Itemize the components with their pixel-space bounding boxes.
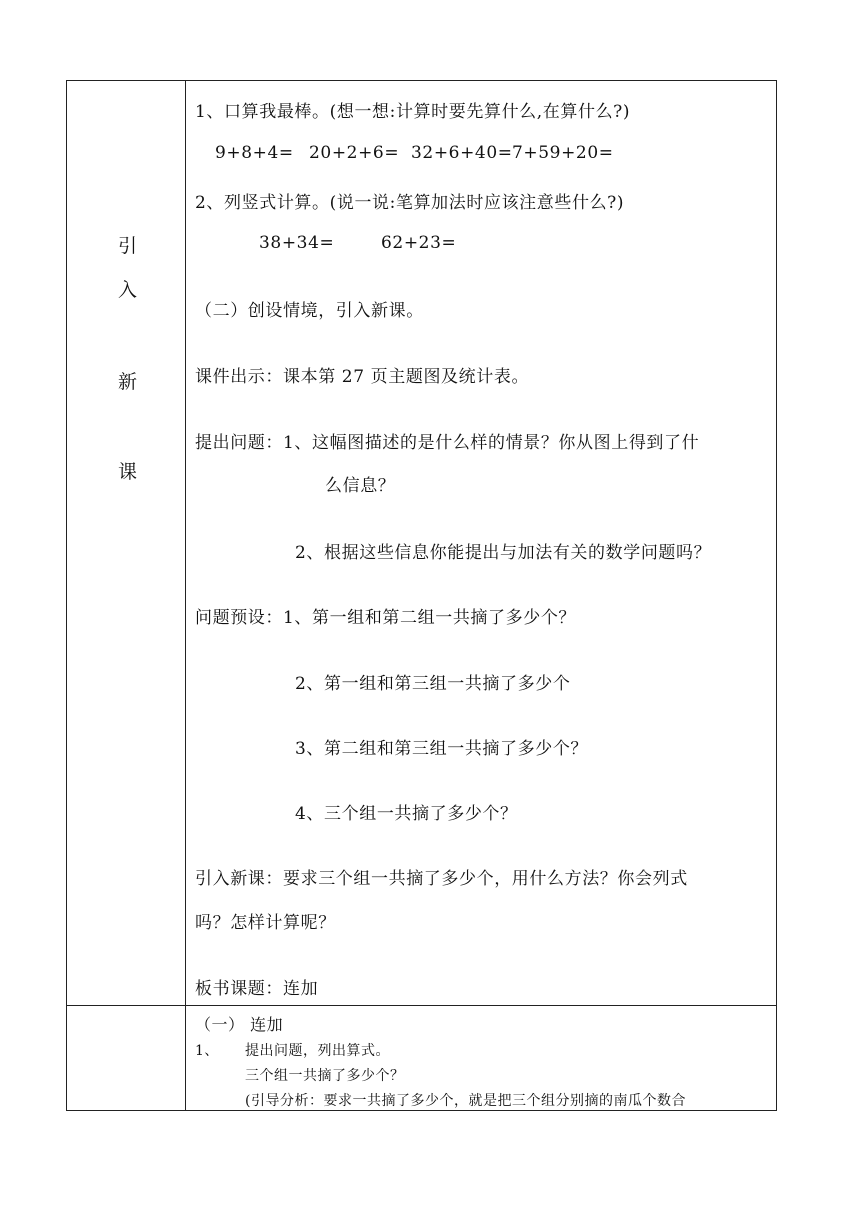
mental-math-problem: 7+59+20=	[512, 143, 614, 163]
lesson-table	[66, 80, 777, 1111]
mental-math-problem: 32+6+40=	[411, 143, 513, 163]
mental-math-problem: 9+8+4=	[215, 143, 294, 163]
side-label-char: 入	[118, 279, 138, 301]
preset-line: 4、三个组一共摘了多少个？	[295, 804, 518, 824]
vertical-calc-problem: 62+23=	[381, 233, 457, 253]
preset-line: 3、第二组和第三组一共摘了多少个？	[295, 739, 589, 759]
vertical-calc-item: 2、列竖式计算。(说一说:笔算加法时应该注意些什么?)	[195, 193, 625, 213]
side-label-char: 引	[118, 235, 138, 257]
side-label-cell	[67, 81, 186, 1006]
side-label-char: 课	[118, 461, 138, 483]
intro-line: 吗？怎样计算呢？	[195, 913, 336, 933]
preset-line: 问题预设：1、第一组和第二组一共摘了多少个？	[195, 608, 577, 628]
vertical-calc-problem: 38+34=	[259, 233, 335, 253]
intro-content-cell	[186, 81, 777, 1006]
preset-line: 2、第一组和第三组一共摘了多少个	[295, 674, 571, 694]
step-text: 提出问题，列出算式。	[245, 1043, 390, 1059]
question-line: 三个组一共摘了多少个？	[245, 1068, 405, 1084]
questions-line: 2、根据这些信息你能提出与加法有关的数学问题吗？	[295, 543, 712, 563]
mental-math-problem: 20+2+6=	[309, 143, 400, 163]
questions-line-cont: 么信息？	[325, 476, 396, 496]
lesson-content-cell	[186, 1006, 777, 1111]
section-heading: （二）创设情境，引入新课。	[195, 301, 424, 321]
lesson-row	[67, 1006, 777, 1111]
questions-line: 提出问题：1、这幅图描述的是什么样的情景？你从图上得到了什	[195, 433, 700, 453]
mental-math-item: 1、口算我最棒。(想一想:计算时要先算什么,在算什么?)	[195, 102, 631, 122]
courseware-line: 课件出示：课本第 27 页主题图及统计表。	[195, 367, 530, 387]
side-label-char: 新	[118, 371, 138, 393]
analysis-line: (引导分析：要求一共摘了多少个，就是把三个组分别摘的南瓜个数合	[245, 1093, 686, 1109]
intro-line: 引入新课：要求三个组一共摘了多少个，用什么方法？你会列式	[195, 869, 688, 889]
step-number: 1、	[195, 1043, 219, 1059]
board-title-line: 板书课题：连加	[195, 979, 319, 999]
section-heading: （一） 连加	[195, 1015, 284, 1034]
empty-side-cell	[67, 1006, 186, 1111]
intro-row	[67, 81, 777, 1006]
